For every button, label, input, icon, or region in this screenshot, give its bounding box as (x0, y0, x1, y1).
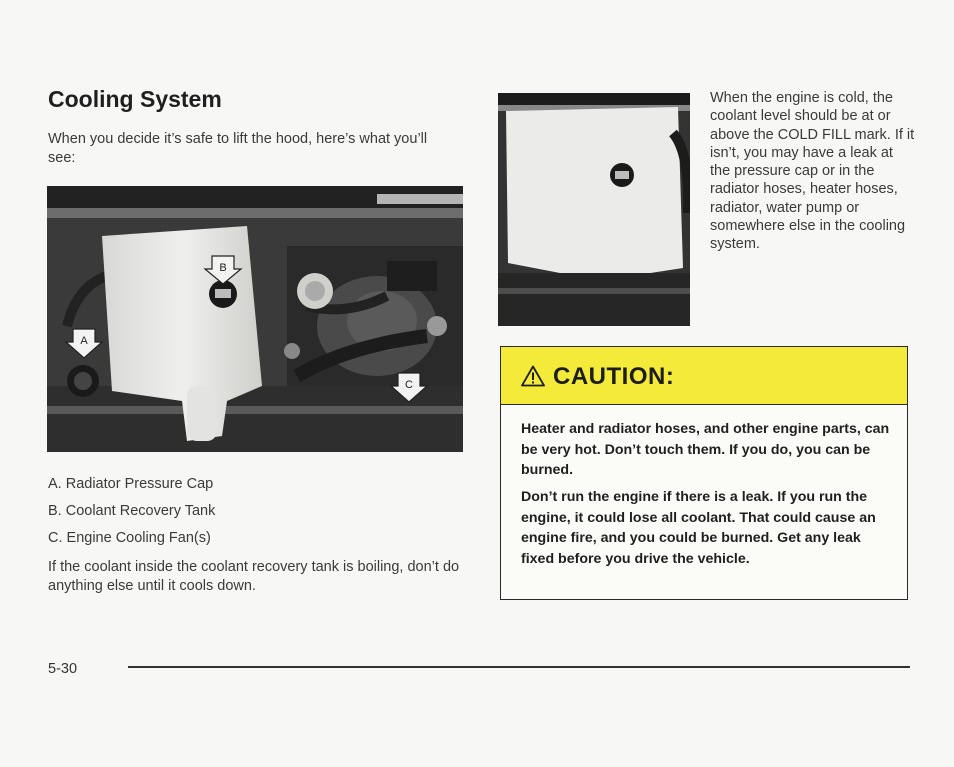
component-legend (48, 475, 215, 556)
section-title: Cooling System (48, 86, 222, 112)
cold-coolant-level-text: When the engine is cold, the coolant level should be at or above the COLD FILL mark. If it isn’t, you may have a leak at the pressure cap or in the radiator hoses, heater hoses, radiator, water pump or somewhere else in the cooling system. (710, 90, 915, 253)
warning-triangle-icon (521, 365, 545, 387)
callout-b-label: B (219, 262, 227, 274)
coolant-tank-closeup-photo (498, 93, 690, 326)
legend-item-c: C. Engine Cooling Fan(s) (48, 530, 211, 546)
caution-paragraph-leak: Don’t run the engine if there is a leak. If you run the engine, it could lose all coolant. That could cause an engine fire, and you could be burned. Get any leak fixed before you drive the vehicle. (521, 489, 876, 567)
engine-compartment-photo (47, 186, 463, 452)
caution-header (501, 347, 907, 405)
intro-text: When you decide it’s safe to lift the hood, here’s what you’ll see: (48, 131, 428, 166)
caution-paragraph-hot-parts: Heater and radiator hoses, and other engine parts, can be very hot. Don’t touch them. If you do, you can be burned. (521, 421, 890, 478)
footer-divider (128, 666, 910, 668)
legend-item-a: A. Radiator Pressure Cap (48, 476, 214, 492)
caution-title: CAUTION: (553, 363, 675, 390)
page-number: 5-30 (48, 661, 78, 677)
callout-a-label: A (80, 335, 88, 347)
caution-box (500, 346, 908, 600)
boiling-warning-text: If the coolant inside the coolant recovery tank is boiling, don’t do anything else until it cools down. (48, 559, 460, 594)
legend-item-b: B. Coolant Recovery Tank (48, 503, 216, 519)
callout-c-label: C (405, 379, 413, 391)
